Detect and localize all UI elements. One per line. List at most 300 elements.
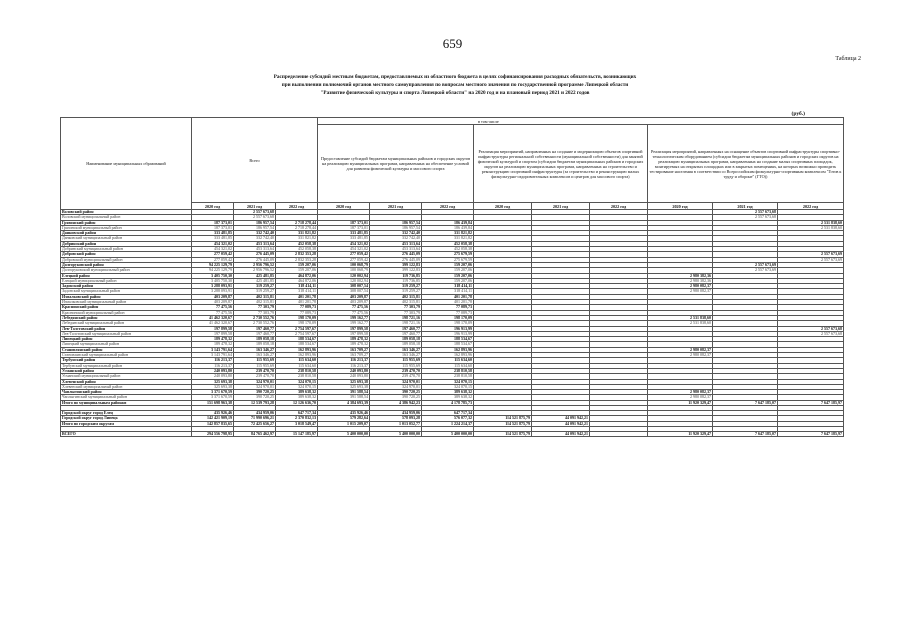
row-value: 389 638,32 [422,390,474,395]
row-value: 319 259,27 [234,289,276,294]
row-name: Елецкий муниципальный район [61,278,192,283]
row-name: Итого по городским округам [61,421,192,426]
row-value: 2 531 838,60 [648,315,713,320]
row-value: 71 990 696,21 [234,416,276,421]
row-value: 2 980 082,37 [648,347,713,352]
row-value: 2 730 552,76 [234,315,276,320]
row-value: 576 077,32 [422,416,474,421]
row-value: 399 122,83 [370,268,422,273]
row-value: 2 370 832,13 [276,416,318,421]
row-value: 7 647 185,07 [713,431,778,436]
row-value: 2 980 082,37 [648,353,713,358]
row-name: Липецкий муниципальный район [61,342,192,347]
row-name: Долгоруковский муниципальный район [61,268,192,273]
row-value: 239 470,70 [234,374,276,379]
row-value: 324 070,15 [276,379,318,384]
row-value: 454 321,02 [318,247,370,252]
row-value: 197 899,58 [192,326,234,331]
row-value: 238 810,58 [276,374,318,379]
row-value: 435 926,46 [318,410,370,415]
row-value: 324 970,01 [370,379,422,384]
row-value: 238 810,58 [276,368,318,373]
row-value: 189 478,32 [318,342,370,347]
row-value: 100 068,79 [318,262,370,267]
row-value: 12 126 636,70 [276,400,318,405]
row-value: 276 445,09 [234,257,276,262]
header-name-column: Наименование муниципальных образований [61,118,192,210]
row-value: 333 481,85 [192,236,234,241]
row-value: 188 534,67 [276,337,318,342]
row-value: 390 720,25 [234,390,276,395]
row-value: 5 400 000,00 [318,431,370,436]
row-name: Усманский муниципальный район [61,374,192,379]
header-year: 2021 год [532,203,590,210]
row-value: 239 470,70 [234,368,276,373]
row-value: 464 872,06 [276,273,318,278]
row-value: 2 557 673,68 [778,331,844,336]
row-value: 464 872,06 [276,278,318,283]
row-value: 452 058,38 [276,247,318,252]
row-value: 197 460,77 [370,326,422,331]
row-value: 115 634,60 [422,363,474,368]
row-value: 94 225 129,79 [192,262,234,267]
row-value: 332 742,40 [234,231,276,236]
row-value: 163 709,27 [318,353,370,358]
row-value: 333 481,85 [192,231,234,236]
row-name: Хлевенский муниципальный район [61,384,192,389]
row-value: 142 421 909,19 [192,416,234,421]
row-value: 239 470,70 [370,368,422,373]
row-value: 240 093,80 [318,374,370,379]
row-name: Краснинский муниципальный район [61,310,192,315]
row-value: 116 213,37 [192,358,234,363]
row-value: 2 557 673,68 [713,215,778,220]
row-value: 454 321,02 [318,241,370,246]
row-value: 72 425 656,27 [234,421,276,426]
row-value: 189 478,32 [318,337,370,342]
row-value: 3 143 791,64 [192,353,234,358]
row-value: 275 679,59 [422,252,474,257]
row-value: 77 475,56 [318,305,370,310]
row-name: Измалковский муниципальный район [61,300,192,305]
row-value: 390 720,25 [370,390,422,395]
row-value: 77 475,56 [192,305,234,310]
row-value: 401 201,78 [276,294,318,299]
row-value: 277 059,42 [318,257,370,262]
row-value: 198 721,16 [370,315,422,320]
row-value: 44 091 942,21 [532,416,590,421]
row-value: 389 638,32 [422,395,474,400]
row-value: 1 013 052,77 [370,421,422,426]
row-value: 2 832 353,28 [276,257,318,262]
row-value: 452 058,38 [422,241,474,246]
row-value: 403 209,87 [318,300,370,305]
row-value: 2 980 082,37 [648,390,713,395]
row-name: Долгоруковский район [61,262,192,267]
row-value: 452 058,38 [276,241,318,246]
row-value: 198 721,16 [370,321,422,326]
row-value: 435 926,46 [192,410,234,415]
row-value: 389 638,32 [276,390,318,395]
row-value: 324 970,01 [370,384,422,389]
row-value: 238 810,58 [422,374,474,379]
row-value: 332 742,40 [234,236,276,241]
row-name: Воловский район [61,210,192,215]
row-value: 77 303,79 [370,310,422,315]
row-name: Добровский муниципальный район [61,257,192,262]
row-value: 198 170,09 [276,315,318,320]
row-value: 2 531 838,60 [778,225,844,230]
row-value: 119 736,85 [370,273,422,278]
row-value: 2 718 278,44 [276,225,318,230]
row-value: 453 313,64 [234,241,276,246]
row-value: 77 089,73 [276,310,318,315]
row-value: 325 693,38 [192,384,234,389]
row-value: 196 913,99 [422,326,474,331]
row-name: Грязинский район [61,220,192,225]
row-value: 44 091 942,21 [532,431,590,436]
row-value: 434 959,06 [370,410,422,415]
row-value: 159 207,06 [276,268,318,273]
header-year: 2021 год [713,203,778,210]
row-value: 2 531 838,60 [778,220,844,225]
row-name: Итого по муниципальным районам [61,400,192,405]
row-value: 187 373,01 [192,220,234,225]
row-name: Липецкий район [61,337,192,342]
row-value: 2 754 597,67 [276,326,318,331]
row-value: 2 980 082,37 [648,395,713,400]
row-value: 2 531 838,60 [648,321,713,326]
row-value: 77 475,56 [318,310,370,315]
row-value: 162 893,96 [422,353,474,358]
header-year: 2021 год [370,203,422,210]
row-value: 7 647 185,07 [713,400,778,405]
row-value: 186 439,84 [422,225,474,230]
header-group-infrastructure: Реализация мероприятий, направленных на создание и модернизацию объектов спортивной инфраструктуры региональной собственности (муниципальной собственности) для занятий физической культурой и спортом (субсидии бюджетам муниципальных районов и городских округов на реализацию муниципальных программ, направленных на строительство и реконструкцию спортивной инфраструктуры (за строительство и реконструкцию малых физкультурно-оздоровительных комплексов и центров для массового спорта) [474,125,648,203]
row-value: 332 742,40 [370,231,422,236]
row-name: Данковский муниципальный район [61,236,192,241]
row-value: 151 698 963,38 [192,400,234,405]
row-value: 434 959,06 [234,410,276,415]
row-value: 2 980 082,37 [648,289,713,294]
row-value: 187 373,01 [318,220,370,225]
row-name: Хлевенский район [61,379,192,384]
row-value: 187 373,01 [192,225,234,230]
row-value: 3 371 670,59 [192,395,234,400]
row-value: 12 539 793,28 [234,400,276,405]
row-value: 142 857 835,65 [192,421,234,426]
title-line: Распределение субсидий местным бюджетам, предоставляемых из областного бюджета в целях софинансирования расходных обязательств, возникающих [273,74,637,80]
row-value: 2 730 552,76 [234,321,276,326]
row-value: 188 534,67 [422,342,474,347]
row-value: 163 346,27 [370,353,422,358]
row-value: 403 209,87 [192,300,234,305]
row-value: 319 259,27 [370,284,422,289]
row-value: 115 634,60 [422,358,474,363]
header-group-gto-equipment: Реализация мероприятий, направленных на оснащение объектов спортивной инфраструктуры спортивно-технологическим оборудованием (субсидии бюджетам муниципальных районов и городских округов на реализацию муниципальных программ, направленных на создание малых спортивных площадок, монтируемых на открытых площадках или в закрытых помещениях, на которых возможно проводить тестирование населения в соответствии со Всероссийским физкультурно-спортивным комплексом "Готов к труду и обороне" (ГТО)) [648,125,844,203]
row-value: 325 693,38 [192,379,234,384]
row-value: 4 178 785,73 [422,400,474,405]
row-value: 116 213,37 [318,363,370,368]
row-value: 3 405 750,30 [192,278,234,283]
row-value: 399 122,83 [370,262,422,267]
row-value: 119 736,85 [370,278,422,283]
header-total: Всего [192,118,318,203]
row-value: 1 015 209,07 [318,421,370,426]
header-including: в том числе [318,118,844,125]
row-value: 324 970,01 [234,379,276,384]
row-value: 189 058,18 [234,337,276,342]
row-value: 277 059,42 [318,252,370,257]
row-value: 15 147 185,97 [276,431,318,436]
row-value: 325 693,38 [318,384,370,389]
row-value: 2 557 673,68 [778,326,844,331]
row-value: 162 893,96 [422,347,474,352]
row-value: 2 718 278,44 [276,220,318,225]
row-value: 2 557 673,68 [713,210,778,215]
row-name: Воловский муниципальный район [61,215,192,220]
row-value: 401 201,78 [422,294,474,299]
row-value: 331 821,82 [276,231,318,236]
row-value: 114 521 875,79 [474,421,532,426]
row-value: 115 634,60 [276,358,318,363]
row-value: 453 313,64 [370,247,422,252]
row-value: 239 470,70 [370,374,422,379]
row-value: 2 557 673,68 [234,215,276,220]
header-year: 2022 год [276,203,318,210]
row-value: 163 709,27 [318,347,370,352]
row-value: 77 303,79 [234,305,276,310]
title-line: "Развитие физической культуры и спорта Липецкой области" на 2020 год и на плановый период 2021 и 2022 годов [320,90,590,96]
row-value: 120 002,94 [318,273,370,278]
row-value: 240 093,80 [192,368,234,373]
row-value: 402 315,81 [370,294,422,299]
row-value: 3 371 670,59 [192,390,234,395]
row-value: 401 201,78 [422,300,474,305]
row-value: 159 207,06 [422,278,474,283]
row-name: Городской округ город Липецк [61,416,192,421]
row-value: 2 557 673,69 [713,268,778,273]
row-value: 2 956 796,52 [234,268,276,273]
row-value: 186 957,54 [234,220,276,225]
row-value: 276 445,09 [234,252,276,257]
row-value: 77 089,73 [422,305,474,310]
row-value: 189 058,18 [234,342,276,347]
row-value: 188 534,67 [276,342,318,347]
row-value: 116 213,37 [192,363,234,368]
title-line: при выполнении полномочий органов местного самоуправления по вопросам местного значения по государственной программе Липецкой области [281,82,629,88]
row-value: 4 386 942,23 [370,400,422,405]
row-value: 331 821,82 [276,236,318,241]
header-year: 2020 год [474,203,532,210]
row-value: 391 588,54 [318,390,370,395]
row-value: 240 093,80 [192,374,234,379]
row-name: Лев-Толстовский район [61,326,192,331]
row-value: 308 007,54 [318,289,370,294]
row-name: Грязинский муниципальный район [61,225,192,230]
row-value: 197 899,58 [318,331,370,336]
row-value: 4 384 693,39 [318,400,370,405]
row-value: 77 303,79 [234,310,276,315]
row-value: 84 765 462,97 [234,431,276,436]
row-value: 3 405 750,30 [192,273,234,278]
row-value: 7 647 185,97 [778,431,844,436]
row-value: 199 162,77 [318,315,370,320]
row-value: 77 303,79 [370,305,422,310]
row-name: Становлянский район [61,347,192,352]
row-name: Добровский район [61,252,192,257]
row-value: 198 170,09 [276,321,318,326]
row-value: 2 557 673,69 [778,252,844,257]
row-value: 319 259,27 [234,284,276,289]
row-value: 402 315,81 [234,294,276,299]
row-value: 2 754 597,67 [276,331,318,336]
row-value: 403 209,87 [192,294,234,299]
row-value: 115 955,69 [234,358,276,363]
row-value: 276 445,09 [370,257,422,262]
row-value: 77 475,56 [192,310,234,315]
row-value: 163 346,27 [370,347,422,352]
row-value: 159 207,06 [276,262,318,267]
row-value: 163 346,27 [234,353,276,358]
header-year: 2020 год [192,203,234,210]
row-value: 425 481,85 [234,278,276,283]
row-value: 186 957,54 [370,220,422,225]
row-value: 2 980 382,36 [648,278,713,283]
header-year: 2022 год [590,203,648,210]
row-value: 453 313,64 [234,247,276,252]
row-name: Становлянский муниципальный район [61,353,192,358]
row-value: 331 821,82 [422,236,474,241]
row-value: 238 810,58 [422,368,474,373]
row-name: Измалковский район [61,294,192,299]
row-value: 318 414,11 [422,284,474,289]
row-value: 115 634,60 [276,363,318,368]
row-value: 114 521 875,79 [474,431,532,436]
row-value: 319 259,27 [370,289,422,294]
row-value: 333 481,85 [318,236,370,241]
row-value: 189 058,18 [370,342,422,347]
row-value: 2 557 673,68 [234,210,276,215]
row-value: 41 462 320,67 [192,321,234,326]
row-value: 159 207,06 [422,262,474,267]
row-value: 391 588,54 [318,395,370,400]
row-name: Тербунский муниципальный район [61,363,192,368]
row-name: Чаплыгинский район [61,390,192,395]
header-year: 2020 год [318,203,370,210]
row-value: 402 315,81 [370,300,422,305]
row-value: 115 955,69 [370,358,422,363]
row-value: 333 481,85 [318,231,370,236]
row-value: 3 018 549,47 [276,421,318,426]
page-number: 659 [442,36,463,51]
unit-label: (руб.) [791,111,805,117]
row-value: 324 070,15 [422,379,474,384]
row-value: 2 980 382,36 [648,273,713,278]
row-value: 454 321,02 [192,247,234,252]
row-value: 196 913,99 [422,331,474,336]
row-value: 197 899,58 [192,331,234,336]
row-value: 401 201,78 [276,300,318,305]
row-value: 115 955,69 [234,363,276,368]
row-value: 453 313,64 [370,241,422,246]
row-value: 2 557 673,69 [713,262,778,267]
row-value: 3 288 093,91 [192,284,234,289]
header-year: 2021 год [234,203,276,210]
row-value: 276 445,09 [370,252,422,257]
row-name: Елецкий район [61,273,192,278]
row-value: 162 893,96 [276,347,318,352]
row-value: 318 414,11 [276,284,318,289]
row-value: 454 321,02 [192,241,234,246]
row-value: 44 091 942,21 [532,421,590,426]
row-value: 163 346,27 [234,347,276,352]
row-value: 647 717,34 [276,410,318,415]
table-header [61,118,844,210]
row-value: 199 162,77 [318,321,370,326]
row-value: 402 315,81 [234,300,276,305]
header-year: 2020 год [648,203,713,210]
row-name: ВСЕГО [61,431,192,436]
row-value: 189 478,32 [192,337,234,342]
row-value: 189 058,18 [370,337,422,342]
row-value: 198 170,09 [422,321,474,326]
row-value: 3 288 093,91 [192,289,234,294]
row-value: 277 059,42 [192,252,234,257]
row-value: 94 225 129,79 [192,268,234,273]
row-value: 390 720,25 [370,395,422,400]
row-name: Лев-Толстовский муниципальный район [61,331,192,336]
row-value: 11 920 329,47 [648,400,713,405]
row-value: 5 400 000,00 [422,431,474,436]
header-year: 2022 год [422,203,474,210]
row-value: 389 638,32 [276,395,318,400]
row-name: Данковский район [61,231,192,236]
row-value: 5 400 000,00 [370,431,422,436]
table-body [61,210,844,437]
row-value: 41 462 320,67 [192,315,234,320]
row-value: 2 557 673,69 [778,257,844,262]
row-value: 162 893,96 [276,353,318,358]
row-value: 325 693,38 [318,379,370,384]
row-value: 390 720,25 [234,395,276,400]
row-value: 77 089,73 [422,310,474,315]
header-year: 2022 год [778,203,844,210]
row-value: 294 556 798,95 [192,431,234,436]
row-name: Городской округ город Елец [61,410,192,415]
row-name: Краснинский район [61,305,192,310]
row-value: 578 093,28 [370,416,422,421]
row-value: 1 224 214,37 [422,421,474,426]
row-value: 240 093,80 [318,368,370,373]
row-name: Добринский муниципальный район [61,247,192,252]
row-value: 188 534,67 [422,337,474,342]
row-value: 7 647 185,97 [778,400,844,405]
row-value: 197 899,58 [318,326,370,331]
row-value: 275 679,59 [422,257,474,262]
row-value: 197 460,77 [234,326,276,331]
row-value: 100 068,79 [318,268,370,273]
row-value: 159 207,06 [422,268,474,273]
row-value [590,431,648,436]
row-value: 308 007,54 [318,284,370,289]
row-value: 318 414,11 [276,289,318,294]
row-value: 197 460,77 [234,331,276,336]
document-title [160,73,750,97]
row-value: 332 742,40 [370,236,422,241]
table-label: Таблица 2 [835,56,861,62]
row-name: Задонский муниципальный район [61,289,192,294]
